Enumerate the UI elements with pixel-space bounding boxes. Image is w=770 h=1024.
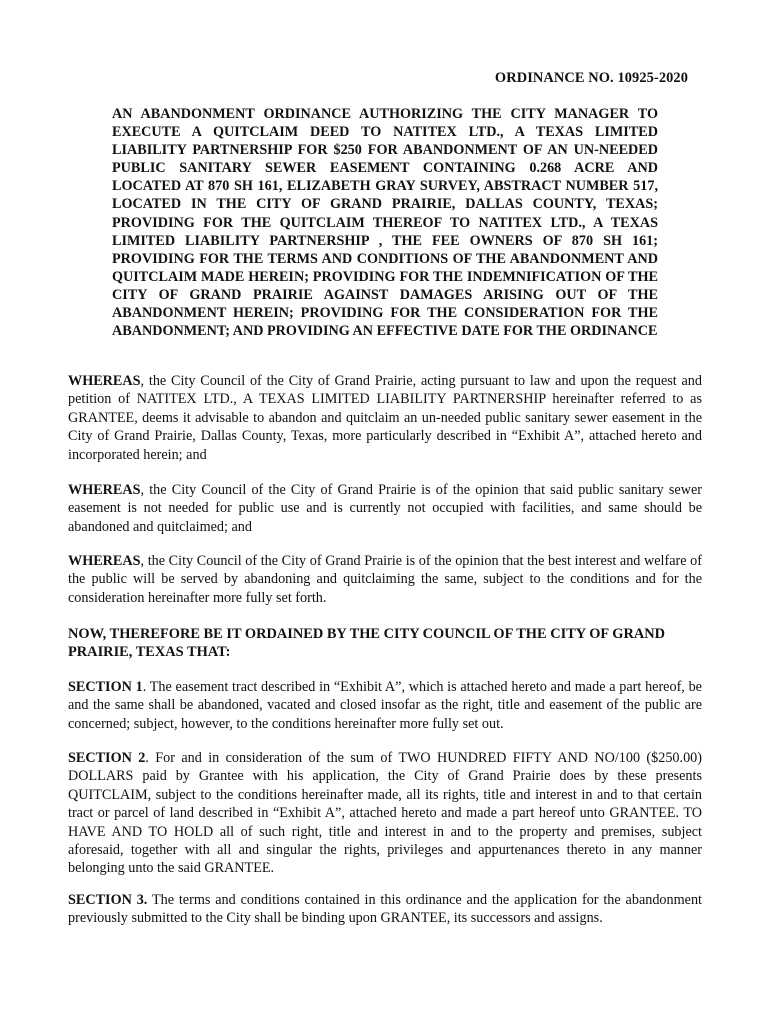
whereas-paragraph-2 (68, 481, 702, 536)
section-label: SECTION 3. (68, 892, 148, 908)
ordinance-title: AN ABANDONMENT ORDINANCE AUTHORIZING THE CITY MANAGER TO EXECUTE A QUITCLAIM DEED TO NATITEX LTD., A TEXAS LIMITED LIABILITY PARTNERSHIP FOR $250 FOR ABANDONMENT OF AN UN-NEEDED PUBLIC SANITARY SEWER EASEMENT CONTAINING 0.268 ACRE AND LOCATED AT 870 SH 161, ELIZABETH GRAY SURVEY, ABSTRACT NUMBER 517, LOCATED IN THE CITY OF GRAND PRAIRIE, DALLAS COUNTY, TEXAS; PROVIDING FOR THE QUITCLAIM THEREOF TO NATITEX LTD., A TEXAS LIMITED LIABILITY PARTNERSHIP , THE FEE OWNERS OF 870 SH 161; PROVIDING FOR THE TERMS AND CONDITIONS OF THE ABANDONMENT AND QUITCLAIM MADE HEREIN; PROVIDING FOR THE INDEMNIFICATION OF THE CITY OF GRAND PRAIRIE AGAINST DAMAGES ARISING OUT OF THE ABANDONMENT HEREIN; PROVIDING FOR THE CONSIDERATION FOR THE ABANDONMENT; AND PROVIDING AN EFFECTIVE DATE FOR THE ORDINANCE (112, 106, 658, 340)
now-therefore-heading: NOW, THEREFORE BE IT ORDAINED BY THE CITY COUNCIL OF THE CITY OF GRAND PRAIRIE, TEXAS THAT: (68, 626, 666, 661)
section-label: SECTION 1 (68, 679, 143, 695)
section-2-paragraph (68, 749, 702, 878)
section-1-paragraph (68, 678, 702, 733)
section-text: . The easement tract described in “Exhibit A”, which is attached hereto and made a part hereof, be and the same shall be abandoned, vacated and closed insofar as the right, title and easement of the public are concerned; subject, however, to the conditions hereinafter more fully set out. (68, 679, 702, 732)
whereas-text: , the City Council of the City of Grand Prairie is of the opinion that the best interest and welfare of the public will be served by abandoning and quitclaiming the same, subject to the conditions and for the consideration hereinafter more fully set forth. (68, 553, 702, 606)
section-3-paragraph (68, 891, 702, 928)
whereas-text: , the City Council of the City of Grand Prairie, acting pursuant to law and upon the request and petition of NATITEX LTD., A TEXAS LIMITED LIABILITY PARTNERSHIP hereinafter referred to as GRANTEE, deems it advisable to abandon and quitclaim an un-needed public sanitary sewer easement in the City of Grand Prairie, Dallas County, Texas, more particularly described in “Exhibit A”, attached hereto and incorporated herein; and (68, 373, 702, 463)
section-label: SECTION 2 (68, 750, 146, 766)
whereas-label: WHEREAS (68, 553, 141, 569)
section-text: The terms and conditions contained in this ordinance and the application for the abandonment previously submitted to the City shall be binding upon GRANTEE, its successors and assigns. (68, 892, 702, 927)
whereas-paragraph-3 (68, 552, 702, 607)
whereas-label: WHEREAS (68, 373, 141, 389)
whereas-label: WHEREAS (68, 482, 141, 498)
ordinance-number: ORDINANCE NO. 10925-2020 (494, 70, 688, 86)
section-text: . For and in consideration of the sum of TWO HUNDRED FIFTY AND NO/100 ($250.00) DOLLARS paid by Grantee with his application, the City of Grand Prairie does by these presents QUITCLAIM, subject to the conditions hereinafter made, all its rights, title and interest in and to that certain tract or parcel of land described in “Exhibit A”, attached hereto and made a part hereof unto GRANTEE. TO HAVE AND TO HOLD all of such right, title and interest in and to the property and premises, subject aforesaid, together with all and singular the rights, privileges and appurtenances thereto in any manner belonging unto the said GRANTEE. (68, 750, 702, 877)
whereas-text: , the City Council of the City of Grand Prairie is of the opinion that said public sanitary sewer easement is not needed for public use and is currently not occupied with facilities, and same should be abandoned and quitclaimed; and (68, 482, 702, 535)
whereas-paragraph-1 (68, 372, 702, 464)
